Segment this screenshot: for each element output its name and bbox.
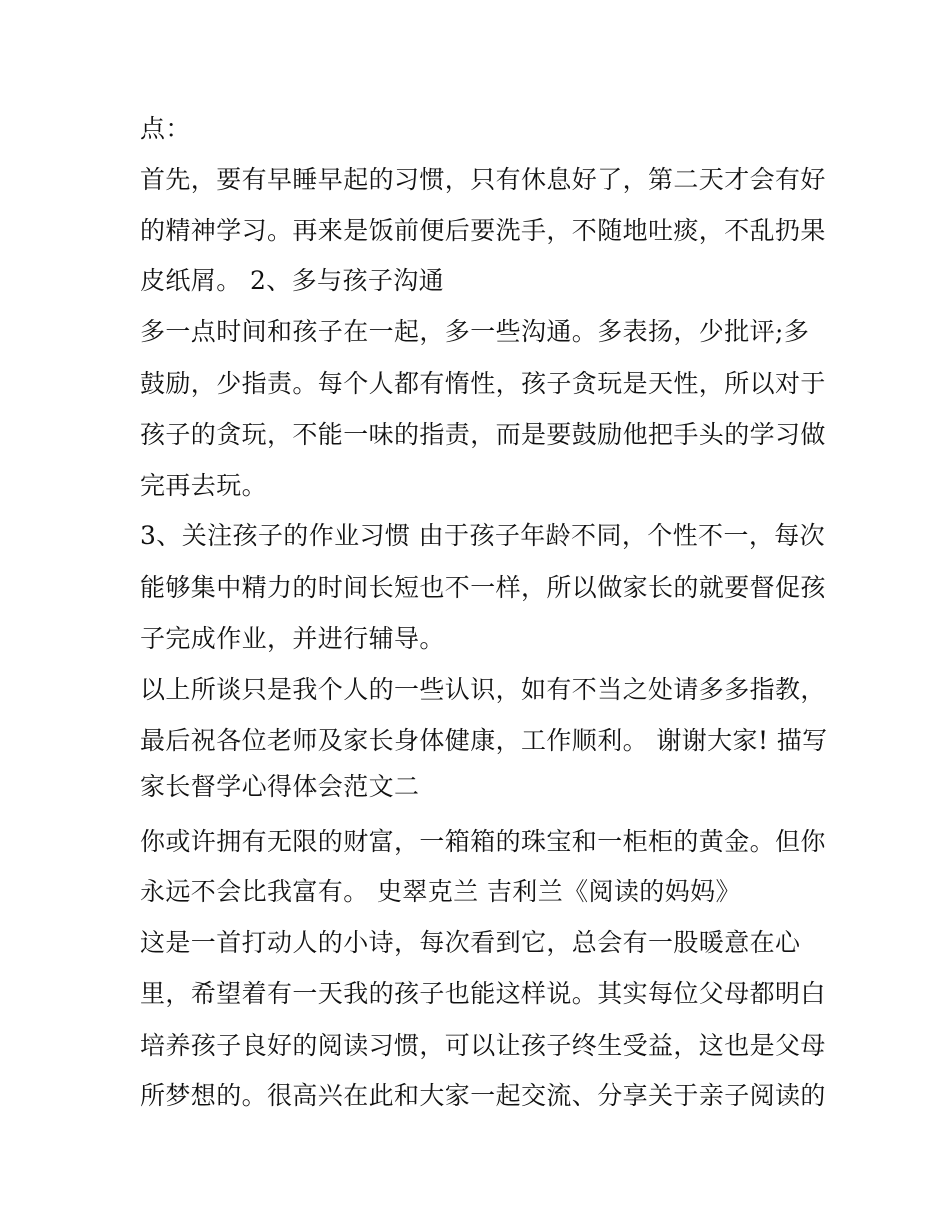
text-line: 完再去玩。 — [140, 471, 268, 500]
text-line: 多一点时间和孩子在一起，多一些沟通。多表扬，少批评;多 — [140, 317, 810, 346]
text-line: 孩子的贪玩，不能一味的指责，而是要鼓励他把手头的学习做 — [140, 420, 826, 449]
text-line: 以上所谈只是我个人的一些认识，如有不当之处请多多指教， — [140, 675, 826, 704]
text-line: 所梦想的。很高兴在此和大家一起交流、分享关于亲子阅读的 — [140, 1081, 826, 1110]
text-line: 永远不会比我富有。 史翠克兰 吉利兰《阅读的妈妈》 — [140, 877, 741, 906]
text-line: 点： — [140, 114, 191, 143]
text-line: 这是一首打动人的小诗，每次看到它，总会有一股暖意在心 — [140, 928, 801, 957]
text-line: 3、关注孩子的作业习惯 由于孩子年龄不同，个性不一，每次 — [140, 521, 826, 550]
text-line: 里，希望着有一天我的孩子也能这样说。其实每位父母都明白 — [140, 979, 826, 1008]
text-line: 你或许拥有无限的财富，一箱箱的珠宝和一柜柜的黄金。但你 — [140, 827, 826, 856]
text-line: 首先，要有早睡早起的习惯，只有休息好了，第二天才会有好 — [140, 165, 826, 194]
section-heading: 家长督学心得体会范文二 — [140, 772, 420, 801]
text-line: 皮纸屑。 2、多与孩子沟通 — [140, 266, 445, 295]
text-line: 最后祝各位老师及家长身体健康，工作顺利。 谢谢大家! 描写 — [140, 726, 828, 755]
text-line: 能够集中精力的时间长短也不一样，所以做家长的就要督促孩 — [140, 573, 826, 602]
text-line: 子完成作业，并进行辅导。 — [140, 624, 445, 653]
text-line: 培养孩子良好的阅读习惯，可以让孩子终生受益，这也是父母 — [140, 1031, 826, 1060]
text-line: 鼓励，少指责。每个人都有惰性，孩子贪玩是天性，所以对于 — [140, 369, 826, 398]
text-line: 的精神学习。再来是饭前便后要洗手，不随地吐痰，不乱扔果 — [140, 216, 826, 245]
